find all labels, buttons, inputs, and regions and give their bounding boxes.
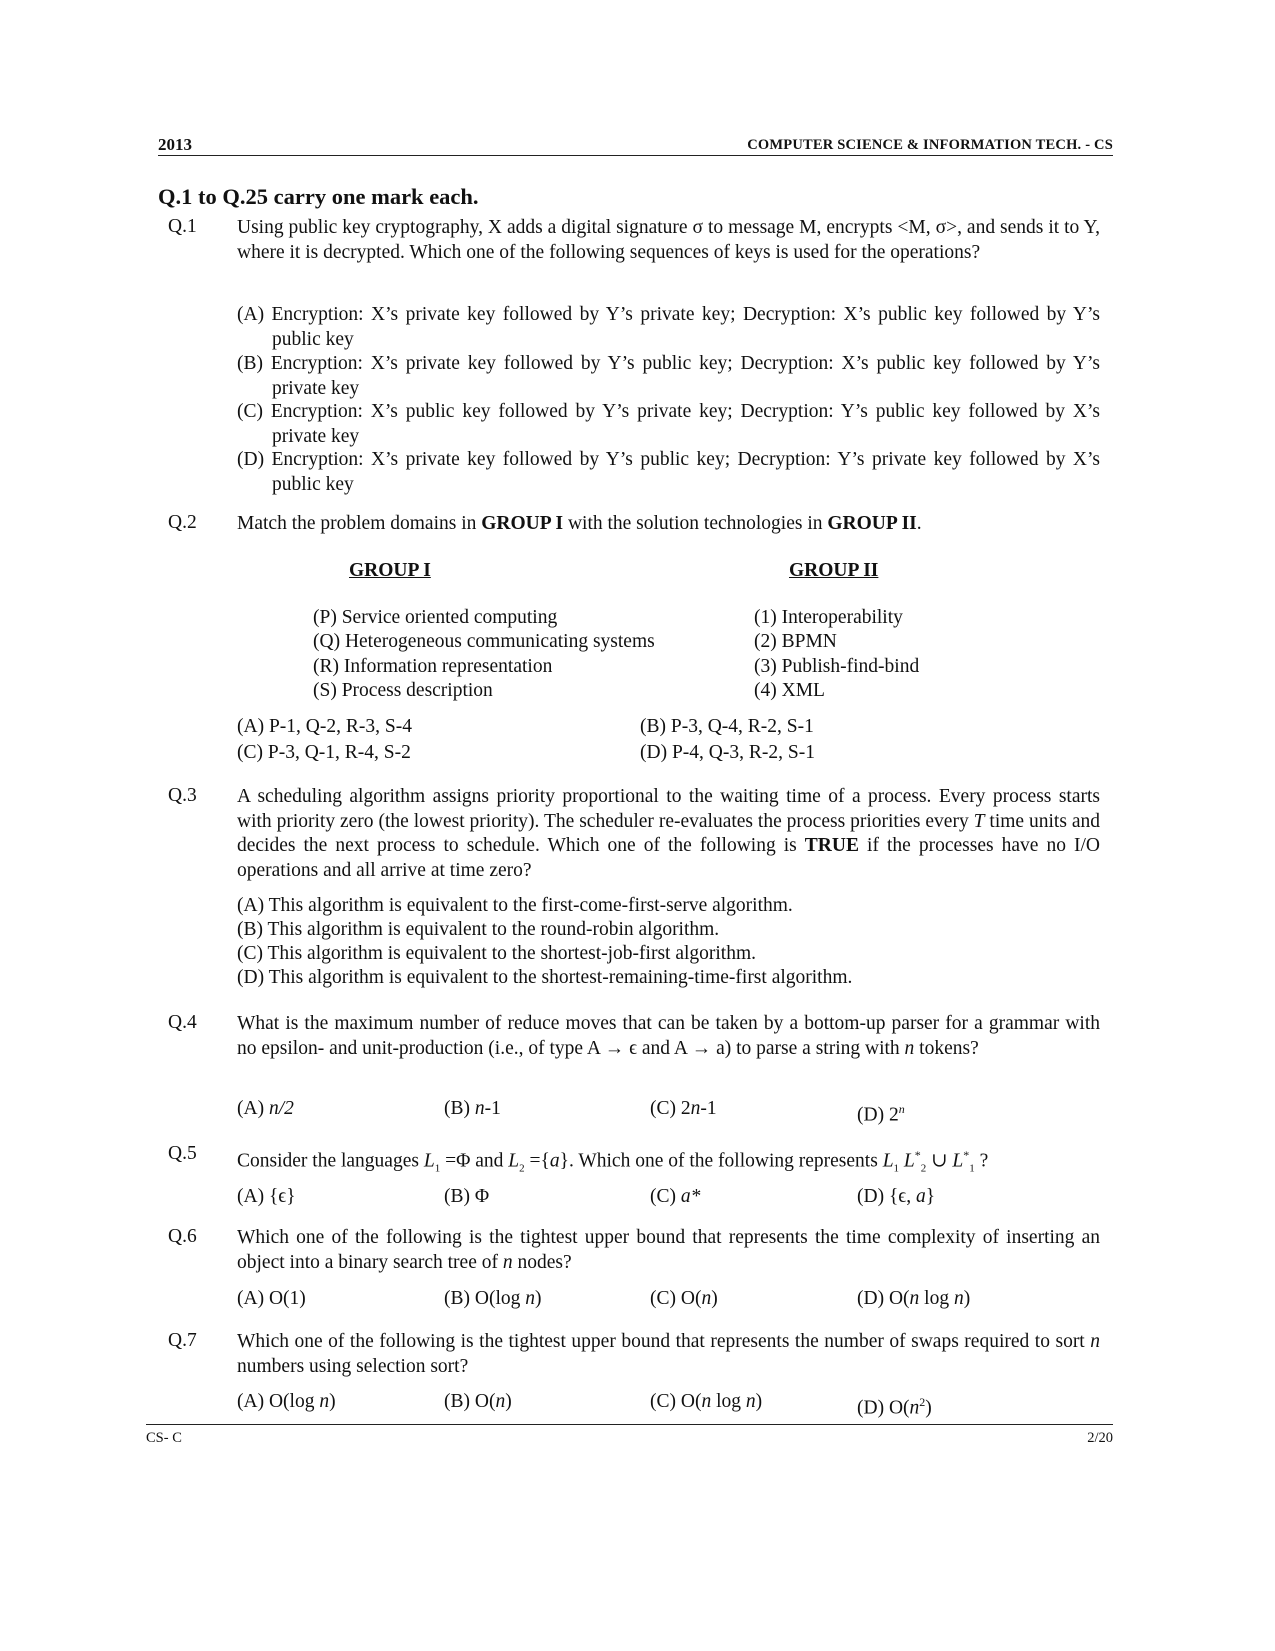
group2-item: (3) Publish-find-bind xyxy=(754,656,920,677)
option-c: (C) Encryption: X’s public key followed by Y’s private key; Decryption: Y’s public key followed by X’s private key xyxy=(237,401,1100,447)
option-a: (A) P-1, Q-2, R-3, S-4 xyxy=(237,716,412,737)
option-d: (D) {ϵ, a} xyxy=(857,1186,936,1207)
question-number: Q.3 xyxy=(168,785,197,806)
group2-item: (1) Interoperability xyxy=(754,607,903,628)
option-a: (A) O(1) xyxy=(237,1288,306,1309)
footer-code: CS- C xyxy=(146,1430,182,1446)
option-c: (C) a* xyxy=(650,1186,701,1207)
option-a: (A) Encryption: X’s private key followed by Y’s private key; Decryption: X’s public key followed by Y’s public key xyxy=(237,304,1100,350)
option-a: (A) {ϵ} xyxy=(237,1186,296,1207)
option-b: (B) Encryption: X’s private key followed by Y’s public key; Decryption: X’s public key followed by Y’s private key xyxy=(237,353,1100,399)
question-number: Q.6 xyxy=(168,1226,197,1247)
page-number: 2/20 xyxy=(1087,1430,1113,1446)
option-b: (B) n-1 xyxy=(444,1098,501,1119)
header-title: COMPUTER SCIENCE & INFORMATION TECH. - CS xyxy=(747,137,1113,153)
option-b: (B) This algorithm is equivalent to the round-robin algorithm. xyxy=(237,919,720,940)
option-c: (C) P-3, Q-1, R-4, S-2 xyxy=(237,742,411,763)
group1-item: (Q) Heterogeneous communicating systems xyxy=(313,631,655,652)
group2-item: (4) XML xyxy=(754,680,825,701)
option-d: (D) This algorithm is equivalent to the shortest-remaining-time-first algorithm. xyxy=(237,967,853,988)
question-text: Which one of the following is the tightest upper bound that represents the time complexity of inserting an object into a binary search tree of n nodes? xyxy=(237,1227,1100,1273)
question-text: Match the problem domains in GROUP I with the solution technologies in GROUP II. xyxy=(237,513,922,534)
option-c: (C) 2n-1 xyxy=(650,1098,717,1119)
option-b: (B) P-3, Q-4, R-2, S-1 xyxy=(640,716,814,737)
header-year: 2013 xyxy=(158,135,192,154)
option-b: (B) O(log n) xyxy=(444,1288,542,1309)
question-number: Q.4 xyxy=(168,1012,197,1033)
option-d: (D) 2$^n$ xyxy=(857,1102,905,1126)
group1-item: (S) Process description xyxy=(313,680,493,701)
option-d: (D) $O(n^2)$ xyxy=(857,1395,932,1419)
question-text: A scheduling algorithm assigns priority proportional to the waiting time of a process. Every process starts with priority zero (the lowest priority). The scheduler re-evaluates the process priorities every T time units and decides the next process to schedule. Which one of the following is TRUE if the processes have no I/O operations and all arrive at time zero? xyxy=(237,786,1100,881)
option-d: (D) Encryption: X’s private key followed by Y’s public key; Decryption: Y’s private key followed by X’s public key xyxy=(237,449,1100,495)
option-a: (A) O(log n) xyxy=(237,1391,336,1412)
option-a: (A) n/2 xyxy=(237,1098,294,1119)
footer-rule xyxy=(146,1424,1113,1425)
question-number: Q.7 xyxy=(168,1330,197,1351)
option-d: (D) O(n log n) xyxy=(857,1288,971,1309)
question-text: What is the maximum number of reduce moves that can be taken by a bottom-up parser for a grammar with no epsilon- and unit-production (i.e., of type A → ϵ and A → a) to parse a string with n tokens? xyxy=(237,1013,1100,1059)
group2-title: GROUP II xyxy=(789,560,879,581)
question-text: Consider the languages $L_1 =\Phi$ and $L_2 =\{a\}$. Which one of the following represents $L_1$ $L^*_2$ ∪ $L^*_1$ ? xyxy=(237,1148,989,1175)
group1-item: (R) Information representation xyxy=(313,656,553,677)
header-rule xyxy=(158,155,1113,156)
option-c: (C) This algorithm is equivalent to the shortest-job-first algorithm. xyxy=(237,943,757,964)
option-c: (C) O(n log n) xyxy=(650,1391,763,1412)
option-a: (A) This algorithm is equivalent to the first-come-first-serve algorithm. xyxy=(237,895,793,916)
option-d: (D) P-4, Q-3, R-2, S-1 xyxy=(640,742,815,763)
group2-item: (2) BPMN xyxy=(754,631,837,652)
question-number: Q.2 xyxy=(168,512,197,533)
option-b: (B) Φ xyxy=(444,1186,490,1207)
question-number: Q.1 xyxy=(168,216,197,237)
question-text: Which one of the following is the tightest upper bound that represents the number of swaps required to sort n numbers using selection sort? xyxy=(237,1331,1100,1377)
option-b: (B) O(n) xyxy=(444,1391,512,1412)
group1-title: GROUP I xyxy=(349,560,431,581)
option-c: (C) O(n) xyxy=(650,1288,718,1309)
question-text: Using public key cryptography, X adds a digital signature σ to message M, encrypts <M, σ>, and sends it to Y, where it is decrypted. Which one of the following sequences of keys is used for the operations? xyxy=(237,217,1100,263)
group1-item: (P) Service oriented computing xyxy=(313,607,558,628)
section-title: Q.1 to Q.25 carry one mark each. xyxy=(158,184,479,209)
question-number: Q.5 xyxy=(168,1143,197,1164)
